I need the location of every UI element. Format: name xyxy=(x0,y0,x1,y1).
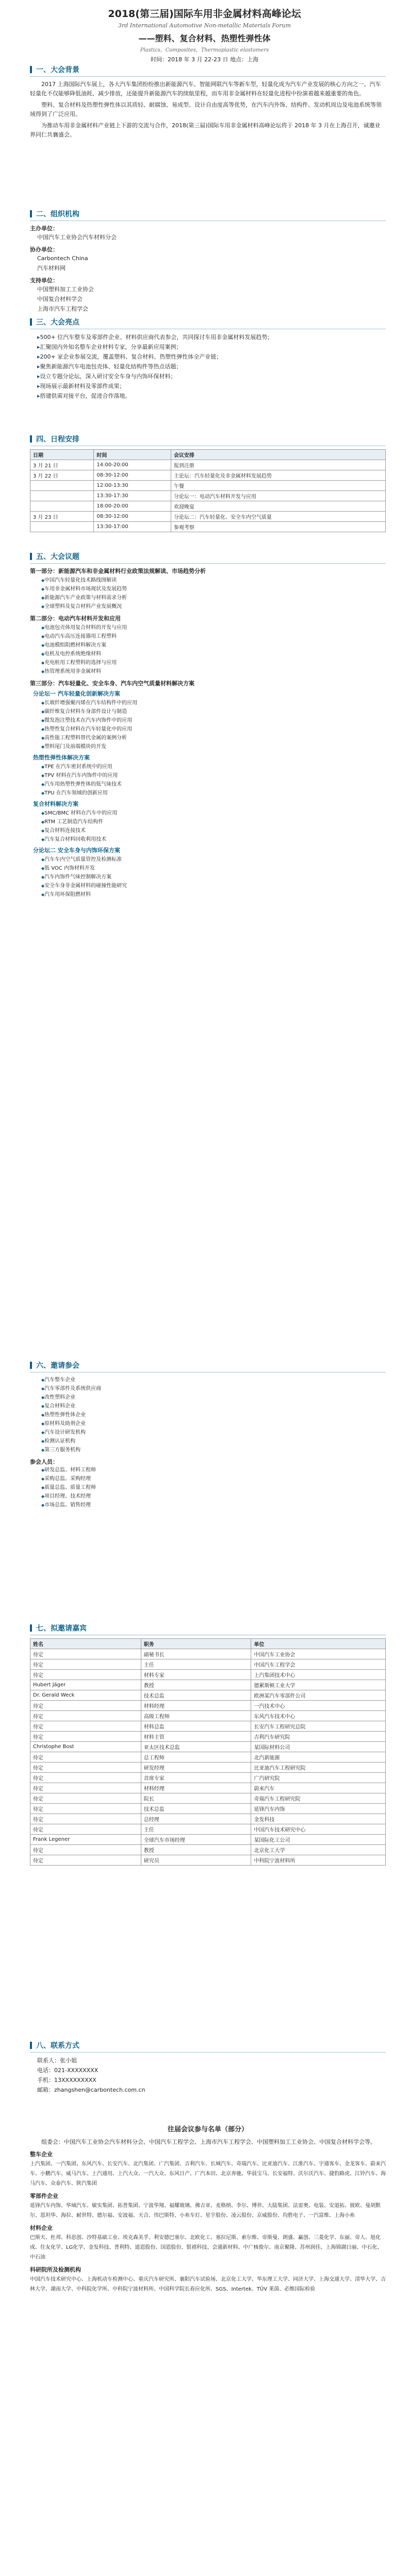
table-cell: 吉利汽车研究院 xyxy=(251,1732,386,1742)
table-cell: 中国汽车工业协会 xyxy=(251,1649,386,1659)
topic-item: ◆ 汽车内饰件气味控制解决方案 xyxy=(41,873,386,882)
table-cell: 一汽技术中心 xyxy=(251,1701,386,1711)
document-title-english: 3rd International Automotive Non-metallic Materials Forum xyxy=(118,22,291,29)
table-cell: 午餐 xyxy=(171,481,385,491)
table-row xyxy=(30,1762,386,1773)
table-cell: 副秘书长 xyxy=(141,1649,251,1659)
topic-list xyxy=(30,576,386,611)
section-contact xyxy=(30,2040,386,2112)
org-name: 中国汽车工业协会汽车材料分会 xyxy=(37,234,117,241)
table-cell: 研究员 xyxy=(141,1855,251,1866)
section-heading xyxy=(30,1360,386,1372)
participant-group-label: 材料企业 xyxy=(30,2225,53,2231)
topic-list xyxy=(30,699,386,751)
table-cell xyxy=(30,491,94,501)
topic-item: ◆ TPE 在汽车密封系统中的应用 xyxy=(41,762,386,771)
section-past-participants xyxy=(30,2117,386,2576)
topic-item: ◆ 电池包壳体用复合材料的开发与应用 xyxy=(41,623,386,632)
table-cell: 待定 xyxy=(30,1773,141,1783)
table-cell: 待定 xyxy=(30,1814,141,1824)
table-cell: 材料经理 xyxy=(141,1783,251,1793)
table-cell: 总经理 xyxy=(141,1814,251,1824)
document-theme-english: Plastics，Composites，Thermoplastic elastomers xyxy=(140,47,269,53)
highlight-item: ▸ 500+ 位汽车整车及零部件企业、材料供应商代表参会，共同探讨车用非金属材料发展趋势； xyxy=(37,332,386,342)
table-cell: 分论坛一：电动汽车材料开发与应用 xyxy=(171,491,385,501)
attendee-role-item: ◆ 项目经理、技术经理 xyxy=(41,1492,386,1501)
table-row xyxy=(30,1814,386,1824)
attendee-role-item: ◆ 研发总监、材料工程师 xyxy=(41,1466,386,1475)
section-heading xyxy=(30,209,386,221)
paragraph: 2017 上海国际汽车展上，各大汽车集团纷纷推出新能源汽车、智能网联汽车等新车型，轻量化成为汽车产业发展的核心方向之一。汽车轻量化不仅能够降低油耗、减少排放，还能提升新能源汽车的续航里程，而车用非金属材料在轻量化进程中扮演着越来越重要的角色。 xyxy=(30,81,381,97)
column-header: 单位 xyxy=(251,1639,386,1649)
table-cell: 东风汽车技术中心 xyxy=(251,1711,386,1721)
topic-item: ◆ TPU 在汽车领域的创新应用 xyxy=(41,789,386,798)
table-row xyxy=(30,1742,386,1752)
heading-bar xyxy=(30,553,32,560)
table-row xyxy=(30,1855,386,1866)
table-cell: 全球汽车市场经理 xyxy=(141,1835,251,1845)
topic-item: ◆ 热管理系统用非金属材料 xyxy=(41,667,386,676)
attendee-item: ◆ 汽车设计研发机构 xyxy=(41,1428,386,1437)
table-cell: 13:30-17:00 xyxy=(94,522,171,532)
table-row xyxy=(30,1752,386,1762)
topic-item: ◆ 电池模组阻燃材料解决方案 xyxy=(41,641,386,650)
table-cell: 主论坛：汽车轻量化及非金属材料发展趋势 xyxy=(171,470,385,481)
table-header-row xyxy=(30,450,386,460)
attendee-role-item: ◆ 市场总监、销售经理 xyxy=(41,1501,386,1510)
table-cell: 待定 xyxy=(30,1783,141,1793)
table-cell xyxy=(30,522,94,532)
highlight-item: ▸ 聚焦新能源汽车电池包壳体、轻量化结构件等热点话题； xyxy=(37,362,386,371)
table-cell: 待定 xyxy=(30,1855,141,1866)
attendee-item: ◆ 改性塑料企业 xyxy=(41,1393,386,1402)
table-cell: 主任 xyxy=(141,1659,251,1670)
section-heading xyxy=(30,317,386,329)
highlight-item: ▸ 200+ 家企业参展交流，覆盖塑料、复合材料、热塑性弹性体全产业链； xyxy=(37,352,386,362)
table-cell: 广汽研究院 xyxy=(251,1773,386,1783)
heading-bar xyxy=(30,66,32,73)
topic-list xyxy=(30,809,386,844)
topic-item: ◆ 微发泡注塑技术在汽车内饰件中的应用 xyxy=(41,716,386,725)
section-heading-text: 八、联系方式 xyxy=(36,2042,79,2050)
table-cell: 材料专家 xyxy=(141,1670,251,1680)
table-row xyxy=(30,481,386,491)
table-cell: 蔚来汽车 xyxy=(251,1783,386,1793)
document-header xyxy=(0,0,409,63)
topic-item: ◆ 低 VOC 内饰材料开发 xyxy=(41,864,386,873)
table-cell: 欢迎晚宴 xyxy=(171,501,385,512)
topic-item: ◆ TPV 材料在汽车内饰件中的应用 xyxy=(41,771,386,780)
topic-item: ◆ 车用非金属材料市场现状及发展趋势 xyxy=(41,585,386,594)
table-cell: 主任 xyxy=(141,1824,251,1835)
table-row xyxy=(30,1680,386,1690)
table-cell: 3 月 22 日 xyxy=(30,470,94,481)
speakers-table xyxy=(30,1638,386,1866)
topic-item: ◆ 充电桩用工程塑料的选择与应用 xyxy=(41,658,386,667)
highlight-list xyxy=(30,332,386,401)
heading-bar xyxy=(30,2042,32,2049)
participant-names: 延锋汽车内饰、华域汽车、敏实集团、拓普集团、宁波华翔、福耀玻璃、佛吉亚、麦格纳、李尔、博世、大陆集团、法雷奥、电装、安道拓、彼欧、曼胡默尔、恩坦华、海拉、耐世特、德尔福、安波福、天合、伟巴斯特、小糸车灯、星宇股份、凌云股份、京威股份、均胜电子、一汽富维、上海小糸 xyxy=(30,2203,381,2218)
table-cell: 延锋汽车内饰 xyxy=(251,1804,386,1814)
table-row xyxy=(30,1732,386,1742)
table-row xyxy=(30,470,386,481)
topic-item: ◆ 电机及电控系统绝缘材料 xyxy=(41,650,386,658)
table-cell: 参观考察 xyxy=(171,522,385,532)
table-cell: 3 月 23 日 xyxy=(30,512,94,522)
table-cell: 待定 xyxy=(30,1721,141,1732)
table-cell xyxy=(30,501,94,512)
attendee-item: ◆ 第三方服务机构 xyxy=(41,1446,386,1454)
contact-line: 手机：13XXXXXXXXX xyxy=(37,2077,96,2083)
table-cell: 北京化工大学 xyxy=(251,1845,386,1855)
table-cell: Dr. Gerald Weck xyxy=(30,1690,141,1701)
participants-title: 往届会议参与名单（部分） xyxy=(167,2126,248,2133)
table-cell xyxy=(30,481,94,491)
highlight-item: ▸ 现场展示最新材料及零部件成果； xyxy=(37,381,386,391)
table-row xyxy=(30,1649,386,1659)
table-row xyxy=(30,512,386,522)
table-cell: 待定 xyxy=(30,1752,141,1762)
table-row xyxy=(30,1824,386,1835)
table-row xyxy=(30,1711,386,1721)
highlight-item: ▸ 设立专题分论坛，深入研讨安全车身与内饰环保材料； xyxy=(37,371,386,381)
section-background xyxy=(30,64,386,207)
table-cell: 待定 xyxy=(30,1711,141,1721)
document-title: 2018(第三届)国际车用非金属材料高峰论坛 xyxy=(108,8,301,20)
agenda-table xyxy=(30,449,386,532)
org-label: 协办单位： xyxy=(30,246,58,253)
heading-bar xyxy=(30,318,32,326)
column-header: 职务 xyxy=(141,1639,251,1649)
topic-item: ◆ 汽车车内空气质量管控及检测标准 xyxy=(41,855,386,864)
table-cell: 报到注册 xyxy=(171,460,385,470)
document-theme: ——塑料、复合材料、热塑性弹性体 xyxy=(138,33,271,43)
table-cell: 待定 xyxy=(30,1670,141,1680)
table-cell: 技术总监 xyxy=(141,1690,251,1701)
org-label: 主办单位： xyxy=(30,225,58,232)
table-cell: 08:30-12:00 xyxy=(94,512,171,522)
topic-subtitle: 复合材料解决方案 xyxy=(33,801,78,807)
table-cell: 待定 xyxy=(30,1649,141,1659)
topic-item: ◆ 碳纤维复合材料车身部件设计与制造 xyxy=(41,707,386,716)
table-cell: 长安汽车工程研究总院 xyxy=(251,1721,386,1732)
table-cell: 教授 xyxy=(141,1845,251,1855)
table-header-row xyxy=(30,1639,386,1649)
section-heading-text: 三、大会亮点 xyxy=(36,318,79,327)
column-header: 姓名 xyxy=(30,1639,141,1649)
section-topics xyxy=(30,551,386,1355)
heading-bar xyxy=(30,210,32,217)
topic-item: ◆ 电动汽车高压连接器用工程塑料 xyxy=(41,632,386,641)
table-cell: 分论坛二：汽车轻量化、安全车内空气质量 xyxy=(171,512,385,522)
topic-item: ◆ 塑料尾门及前端模块的开发 xyxy=(41,742,386,751)
section-heading xyxy=(30,1623,386,1635)
table-cell: 技术总监 xyxy=(141,1804,251,1814)
event-time-location: 时间：2018 年 3 月 22-23 日 地点：上海 xyxy=(151,56,258,63)
table-cell: 待定 xyxy=(30,1824,141,1835)
table-cell: 欧洲某汽车零部件公司 xyxy=(251,1690,386,1701)
column-header: 日期 xyxy=(30,450,94,460)
table-row xyxy=(30,491,386,501)
table-cell: 材料主管 xyxy=(141,1732,251,1742)
table-row xyxy=(30,1845,386,1855)
table-cell: 待定 xyxy=(30,1793,141,1804)
attendee-item: ◆ 原材料及助剂企业 xyxy=(41,1419,386,1428)
table-cell: Frank Legener xyxy=(30,1835,141,1845)
table-row xyxy=(30,1721,386,1732)
table-row xyxy=(30,1690,386,1701)
table-cell: 待定 xyxy=(30,1762,141,1773)
section-agenda xyxy=(30,434,386,548)
org-name: 中国塑料加工工业协会 xyxy=(37,286,94,293)
participant-group-label: 整车企业 xyxy=(30,2151,53,2158)
paragraph: 塑料、复合材料及热塑性弹性体以其质轻、耐腐蚀、易成型、设计自由度高等优势，在汽车内外饰、结构件、发动机周边及电池系统等领域得到了广泛应用。 xyxy=(30,101,382,117)
table-row xyxy=(30,1783,386,1793)
topic-item: ◆ 高性能工程塑料替代金属的案例分析 xyxy=(41,734,386,742)
heading-bar xyxy=(30,435,32,443)
table-cell: 中国汽车工程学会 xyxy=(251,1659,386,1670)
table-cell: 亚太区技术总监 xyxy=(141,1742,251,1752)
table-cell: 待定 xyxy=(30,1804,141,1814)
attendee-item: ◆ 复合材料企业 xyxy=(41,1402,386,1411)
table-cell: Christophe Bost xyxy=(30,1742,141,1752)
table-cell: 中科院宁波材料所 xyxy=(251,1855,386,1866)
attendee-roles-label: 参会人员： xyxy=(30,1459,58,1465)
column-header: 会议安排 xyxy=(171,450,385,460)
contact-line: 电话：021-XXXXXXXX xyxy=(37,2067,99,2074)
section-highlights xyxy=(30,317,386,431)
topic-item: ◆ 汽车复合材料回收利用技术 xyxy=(41,835,386,844)
topic-list xyxy=(30,762,386,798)
paragraph: 为推动车用非金属材料产业链上下游的交流与合作，2018(第三届)国际车用非金属材料高峰论坛将于 2018 年 3 月在上海召开，诚邀业界同仁共襄盛会。 xyxy=(30,122,381,138)
table-cell: 待定 xyxy=(30,1701,141,1711)
highlight-item: ▸ 搭建供需对接平台，促进合作落地。 xyxy=(37,391,386,401)
section-organization xyxy=(30,209,386,314)
table-cell: 高级工程师 xyxy=(141,1711,251,1721)
highlight-item: ▸ 汇聚国内外知名整车企业材料专家，分享最新应用案例； xyxy=(37,342,386,352)
section-heading-text: 四、日程安排 xyxy=(36,435,79,444)
topic-item: ◆ 安全车身非金属材料的碰撞性能研究 xyxy=(41,882,386,890)
table-cell: 奇瑞汽车工程研究院 xyxy=(251,1793,386,1804)
table-cell: 12:00-13:30 xyxy=(94,481,171,491)
table-cell: 18:00-20:00 xyxy=(94,501,171,512)
attendee-role-item: ◆ 质量总监、质量工程师 xyxy=(41,1483,386,1492)
section-heading xyxy=(30,2040,386,2053)
table-cell: 材料总监 xyxy=(141,1721,251,1732)
table-cell: 研发经理 xyxy=(141,1762,251,1773)
table-cell: 金发科技 xyxy=(251,1814,386,1824)
table-row xyxy=(30,1659,386,1670)
table-cell: 德累斯顿工业大学 xyxy=(251,1680,386,1690)
table-cell: 待定 xyxy=(30,1845,141,1855)
topic-item: ◆ 汽车用环保阻燃材料 xyxy=(41,890,386,899)
table-row xyxy=(30,1804,386,1814)
topic-item: ◆ SMC/BMC 材料在汽车中的应用 xyxy=(41,809,386,818)
topic-item: ◆ 汽车用热塑性弹性体的低气味技术 xyxy=(41,780,386,789)
table-cell: 比亚迪汽车工程研究院 xyxy=(251,1762,386,1773)
table-cell: 总工程师 xyxy=(141,1752,251,1762)
section-heading-text: 二、组织机构 xyxy=(36,210,79,218)
topic-item: ◆ 长玻纤增强聚丙烯在汽车结构件中的应用 xyxy=(41,699,386,707)
section-speakers xyxy=(30,1623,386,2035)
attendee-list xyxy=(30,1376,386,1454)
org-name: Carbontech China xyxy=(37,255,88,262)
table-cell: 3 月 21 日 xyxy=(30,460,94,470)
topic-item: ◆ 新能源汽车产业政策与材料需求分析 xyxy=(41,594,386,602)
participants-intro: 组委会：中国汽车工业协会汽车材料分会、中国汽车工程学会、上海市汽车工程学会、中国塑料加工工业协会、中国复合材料学会等。 xyxy=(41,2139,376,2145)
org-name: 中国复合材料学会 xyxy=(37,296,83,302)
table-cell: 待定 xyxy=(30,1659,141,1670)
topic-item: ◆ 复合材料连接技术 xyxy=(41,826,386,835)
table-cell: 上汽集团技术中心 xyxy=(251,1670,386,1680)
topic-item: ◆ 热塑性复合材料在汽车轻量化中的应用 xyxy=(41,725,386,734)
table-row xyxy=(30,1670,386,1680)
section-heading xyxy=(30,551,386,564)
topic-subtitle: 热塑性弹性体解决方案 xyxy=(33,754,90,761)
attendee-role-item: ◆ 采购总监、采购经理 xyxy=(41,1475,386,1483)
table-row xyxy=(30,1793,386,1804)
table-cell: 材料经理 xyxy=(141,1701,251,1711)
participant-names: 中国汽车技术研究中心、上海机动车检测中心、重庆汽车研究所、襄阳汽车试验场、北京化工大学、华东理工大学、同济大学、上海交通大学、清华大学、吉林大学、湖南大学、中科院化学所、中科院宁波材料所、中国科学院长春应化所、SGS、Intertek、TÜV 莱茵、必维国际检验 xyxy=(30,2277,386,2292)
participant-names: 上汽集团、一汽集团、东风汽车、长安汽车、北汽集团、广汽集团、吉利汽车、长城汽车、奇瑞汽车、比亚迪汽车、江淮汽车、宇通客车、金龙客车、蔚来汽车、小鹏汽车、威马汽车、上汽通用、上汽大众、一汽大众、东风日产、广汽本田、北京奔驰、华晨宝马、长安福特、沃尔沃汽车、捷豹路虎、江铃汽车、海马汽车、众泰汽车、陕汽集团 xyxy=(30,2161,386,2187)
table-cell: 13:30-17:30 xyxy=(94,491,171,501)
table-cell: 待定 xyxy=(30,1732,141,1742)
participant-group-label: 科研院所及检测机构 xyxy=(30,2266,81,2273)
contact-email[interactable]: 邮箱：zhangshen@carbontech.com.cn xyxy=(37,2087,145,2093)
table-row xyxy=(30,501,386,512)
attendee-item: ◆ 检测认证机构 xyxy=(41,1437,386,1446)
column-header: 时间 xyxy=(94,450,171,460)
table-row xyxy=(30,1773,386,1783)
table-cell: 某国际材料公司 xyxy=(251,1742,386,1752)
org-label: 支持单位： xyxy=(30,277,58,284)
table-cell: 某国际化工公司 xyxy=(251,1835,386,1845)
table-cell: 中国汽车技术研究中心 xyxy=(251,1824,386,1835)
section-attendees xyxy=(30,1360,386,1618)
section-heading-text: 一、大会背景 xyxy=(36,66,79,74)
contact-line: 联系人：张小姐 xyxy=(37,2057,77,2064)
table-cell: 首席专家 xyxy=(141,1773,251,1783)
participant-names: 巴斯夫、杜邦、科思创、沙特基础工业、埃克森美孚、利安德巴塞尔、北欧化工、塞拉尼斯、索尔维、帝斯曼、朗盛、赢创、三菱化学、东丽、帝人、旭化成、住友化学、LG化学、金发科技、普利特、道恩股份、国恩股份、银禧科技、会通新材料、中广核俊尔、南京聚隆、苏州润佳、上海锦湖日丽、中石化、中石油 xyxy=(30,2235,383,2260)
attendee-role-list xyxy=(30,1466,386,1510)
section-heading-text: 五、大会议题 xyxy=(36,553,79,561)
section-heading-text: 七、拟邀请嘉宾 xyxy=(36,1624,87,1633)
attendee-item: ◆ 汽车零部件及系统供应商 xyxy=(41,1384,386,1393)
topic-subtitle: 分论坛二 安全车身与内饰环保方案 xyxy=(33,847,120,854)
topic-list xyxy=(30,623,386,676)
org-name: 上海市汽车工程学会 xyxy=(37,306,88,312)
table-cell: 北汽新能源 xyxy=(251,1752,386,1762)
heading-bar xyxy=(30,1624,32,1632)
participant-group-label: 零部件企业 xyxy=(30,2193,58,2199)
table-row xyxy=(30,522,386,532)
table-cell: Hubert Jäger xyxy=(30,1680,141,1690)
table-row xyxy=(30,460,386,470)
topic-item: ◆ RTM 工艺制造汽车结构件 xyxy=(41,818,386,826)
section-heading-text: 六、邀请参会 xyxy=(36,1362,79,1370)
table-row xyxy=(30,1835,386,1845)
table-row xyxy=(30,1701,386,1711)
table-cell: 教授 xyxy=(141,1680,251,1690)
section-heading xyxy=(30,434,386,446)
table-cell: 14:00-20:00 xyxy=(94,460,171,470)
attendee-item: ◆ 汽车整车企业 xyxy=(41,1376,386,1384)
topic-list xyxy=(30,855,386,899)
topic-part-title: 第一部分：新能源汽车和非金属材料行业政策法规解读、市场趋势分析 xyxy=(30,568,206,574)
table-cell: 08:30-12:00 xyxy=(94,470,171,481)
topic-item: ◆ 中国汽车轻量化技术路线图解读 xyxy=(41,576,386,585)
org-name: 汽车材料网 xyxy=(37,265,66,272)
topic-item: ◆ 全球塑料及复合材料产业发展概况 xyxy=(41,602,386,611)
heading-bar xyxy=(30,1362,32,1369)
table-cell: 院长 xyxy=(141,1793,251,1804)
topic-part-title: 第三部分：汽车轻量化、安全车身、汽车内空气质量材料解决方案 xyxy=(30,680,194,687)
attendee-item: ◆ 热塑性弹性体企业 xyxy=(41,1411,386,1419)
topic-part-title: 第二部分：电动汽车材料开发和应用 xyxy=(30,615,121,622)
topic-subtitle: 分论坛一 汽车轻量化创新解决方案 xyxy=(33,690,120,697)
section-heading xyxy=(30,64,386,77)
